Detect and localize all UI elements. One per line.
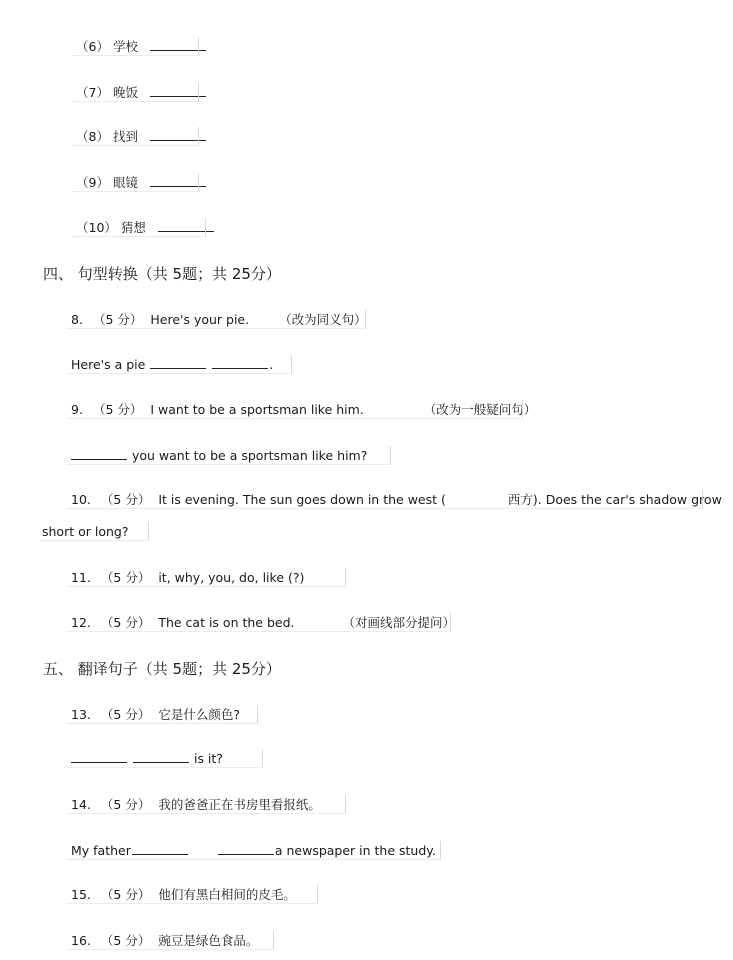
vocab-item-9 <box>76 175 207 191</box>
vocab-word: 学校 <box>112 39 138 54</box>
answer-box-border <box>67 355 292 374</box>
vocab-item-6 <box>76 39 207 55</box>
answer-prefix: Here's a pie <box>71 357 146 372</box>
answer-box-border <box>67 705 258 724</box>
question-text: It is evening. The sun goes down in the west ( <box>158 492 446 507</box>
vocab-num: （10） <box>76 220 117 235</box>
answer-suffix: is it? <box>193 751 223 766</box>
answer-13 <box>71 751 223 767</box>
answer-box-border <box>67 446 391 465</box>
vocab-word: 眼镜 <box>112 175 138 190</box>
question-text-cont: short or long? <box>42 524 129 539</box>
question-instruction: （改为同义句） <box>279 312 367 327</box>
question-text: 豌豆是绿色食品。 <box>158 933 259 948</box>
answer-box-border <box>67 931 274 950</box>
question-points: （5 分） <box>92 402 143 417</box>
vocab-word: 猜想 <box>120 220 146 235</box>
question-number: 9. <box>71 402 83 417</box>
answer-box-border <box>40 522 149 541</box>
question-16 <box>71 933 258 949</box>
answer-box-border <box>72 127 199 146</box>
answer-box-border <box>67 400 523 419</box>
question-points: （5 分） <box>100 707 151 722</box>
question-12 <box>71 615 455 631</box>
question-number: 12. <box>71 615 91 630</box>
answer-box-border <box>67 490 703 509</box>
question-10-cont <box>42 524 128 540</box>
answer-box-border <box>67 613 451 632</box>
question-10 <box>71 492 722 508</box>
question-points: （5 分） <box>100 492 151 507</box>
question-instruction: （对画线部分提问） <box>342 615 455 630</box>
question-text: 它是什么颜色? <box>158 707 240 722</box>
question-points: （5 分） <box>100 797 151 812</box>
question-text: 他们有黑白相间的皮毛。 <box>158 887 296 902</box>
answer-suffix: you want to be a sportsman like him? <box>131 448 368 463</box>
question-instruction: （改为一般疑问句） <box>423 402 537 417</box>
question-13 <box>71 707 240 723</box>
answer-box-border <box>67 795 346 814</box>
question-points: （5 分） <box>100 570 151 585</box>
answer-prefix: My father <box>71 843 131 858</box>
vocab-num: （8） <box>76 129 109 144</box>
answer-box-border <box>67 310 366 329</box>
question-number: 8. <box>71 312 83 327</box>
answer-8 <box>71 357 273 373</box>
vocab-item-10 <box>76 220 215 236</box>
answer-end: . <box>269 357 274 372</box>
answer-box-border <box>72 83 199 102</box>
question-points: （5 分） <box>100 615 151 630</box>
question-points: （5 分） <box>92 312 143 327</box>
question-text: The cat is on the bed. <box>158 615 295 630</box>
section-heading-4: 四、 句型转换（共 5题；共 25分） <box>43 265 281 283</box>
question-number: 15. <box>71 887 91 902</box>
question-number: 10. <box>71 492 91 507</box>
question-hint: 西方 <box>507 492 533 507</box>
question-text-cont: ). Does the car's shadow grow <box>532 492 722 507</box>
question-11 <box>71 570 304 586</box>
vocab-num: （6） <box>76 39 109 54</box>
vocab-num: （9） <box>76 175 109 190</box>
vocab-num: （7） <box>76 85 109 100</box>
question-number: 11. <box>71 570 91 585</box>
vocab-word: 找到 <box>112 129 138 144</box>
question-text: I want to be a sportsman like him. <box>150 402 364 417</box>
answer-box-border <box>72 218 206 237</box>
question-points: （5 分） <box>100 933 151 948</box>
question-points: （5 分） <box>100 887 151 902</box>
answer-box-border <box>67 568 346 587</box>
question-number: 14. <box>71 797 91 812</box>
vocab-item-8 <box>76 129 207 145</box>
answer-box-border <box>67 749 263 768</box>
question-text: it, why, you, do, like (?) <box>158 570 305 585</box>
question-14 <box>71 797 321 813</box>
vocab-word: 晚饭 <box>112 85 138 100</box>
question-number: 16. <box>71 933 91 948</box>
answer-box-border <box>72 173 199 192</box>
question-text: 我的爸爸正在书房里看报纸。 <box>158 797 321 812</box>
question-9 <box>71 402 536 418</box>
question-8 <box>71 312 367 328</box>
question-text: Here's your pie. <box>150 312 250 327</box>
answer-box-border <box>67 885 318 904</box>
section-heading-5: 五、 翻译句子（共 5题；共 25分） <box>43 660 281 678</box>
question-number: 13. <box>71 707 91 722</box>
answer-box-border <box>67 841 441 860</box>
answer-suffix: a newspaper in the study. <box>274 843 436 858</box>
answer-box-border <box>72 37 199 56</box>
vocab-item-7 <box>76 85 207 101</box>
answer-14 <box>71 843 436 859</box>
question-15 <box>71 887 296 903</box>
answer-9 <box>71 448 367 464</box>
